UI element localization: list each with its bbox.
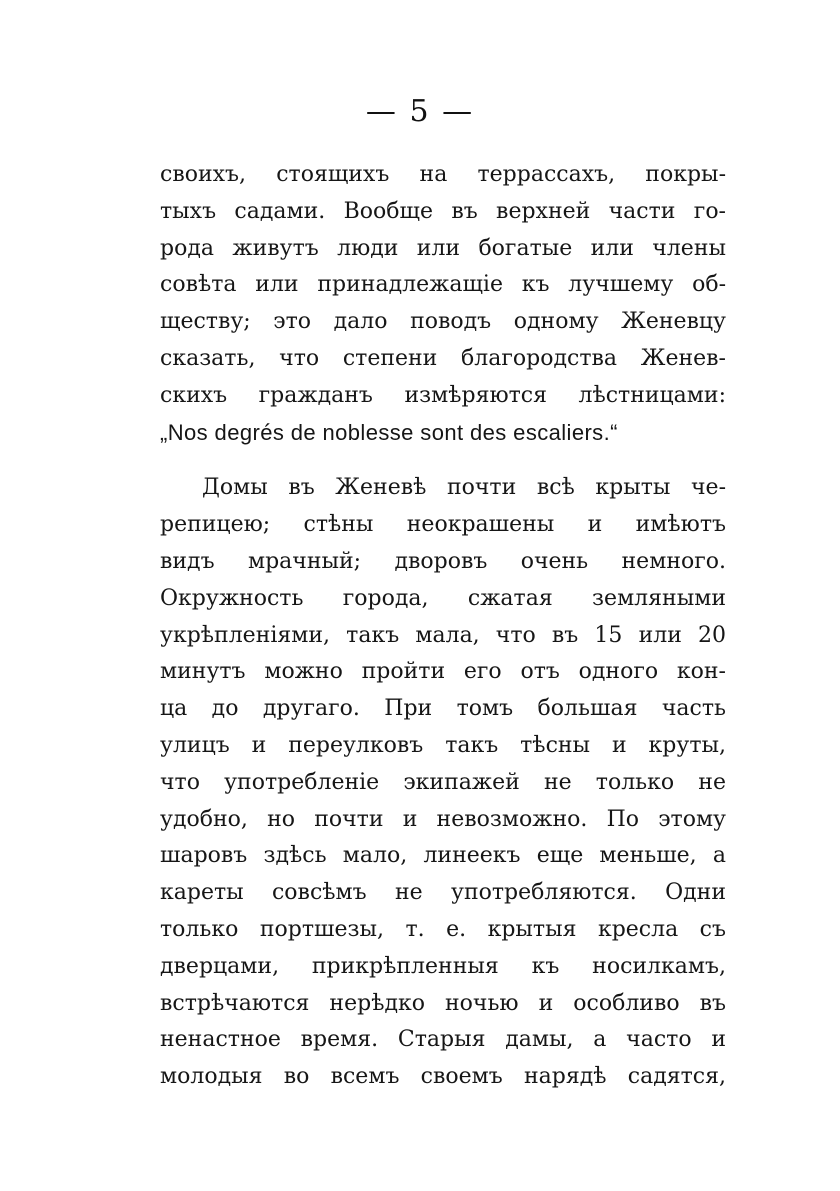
text-line: кареты совсѣмъ не употребляются. Одни	[160, 880, 726, 906]
text-line: что употребленіе экипажей не только не	[160, 769, 726, 795]
text-line: своихъ, стоящихъ на террассахъ, покры-	[160, 162, 726, 187]
text-line: минутъ можно пройти его отъ одного кон-	[160, 659, 726, 685]
text-line: удобно, но почти и невозможно. По этому	[160, 806, 726, 832]
page-number: — 5 —	[365, 94, 475, 129]
text-line: улицъ и переулковъ такъ тѣсны и круты,	[160, 732, 726, 758]
text-line: совѣта или принадлежащіе къ лучшему об-	[160, 272, 726, 298]
text-line: репицею; стѣны неокрашены и имѣютъ	[160, 512, 726, 538]
text-line: ществу; это дало поводъ одному Женевцу	[160, 309, 726, 335]
text-line: Окружность города, сжатая земляными	[160, 585, 726, 611]
text-line: встрѣчаются нерѣдко ночью и особливо въ	[160, 990, 726, 1016]
text-line: шаровъ здѣсь мало, линеекъ еще меньше, а	[160, 843, 726, 869]
french-quote-line: „Nos degrés de noblesse sont des escaliers.“	[160, 419, 618, 445]
text-line: скихъ гражданъ измѣряются лѣстницами:	[160, 382, 726, 408]
text-line: ца до другаго. При томъ большая часть	[160, 696, 726, 722]
text-line: тыхъ садами. Вообще въ верхней части го-	[160, 198, 726, 224]
text-line: рода живутъ люди или богатые или члены	[160, 235, 726, 261]
paragraph-1	[160, 157, 726, 451]
text-line: молодыя во всемъ своемъ нарядѣ садятся,	[160, 1064, 726, 1090]
text-line: ненастное время. Старыя дамы, а часто и	[160, 1027, 726, 1053]
paragraph-2	[160, 470, 726, 1096]
text-line-indented: Домы въ Женевѣ почти всѣ крыты че-	[202, 475, 726, 501]
body-text	[160, 157, 726, 1096]
text-line: видъ мрачный; дворовъ очень немного.	[160, 548, 726, 574]
text-line: дверцами, прикрѣпленныя къ носилкамъ,	[160, 953, 726, 979]
text-line: укрѣпленіями, такъ мала, что въ 15 или 20	[160, 622, 726, 648]
text-line: только портшезы, т. е. крытыя кресла съ	[160, 916, 726, 942]
text-line: сказать, что степени благородства Женев-	[160, 345, 726, 371]
paragraph-gap	[160, 451, 726, 470]
